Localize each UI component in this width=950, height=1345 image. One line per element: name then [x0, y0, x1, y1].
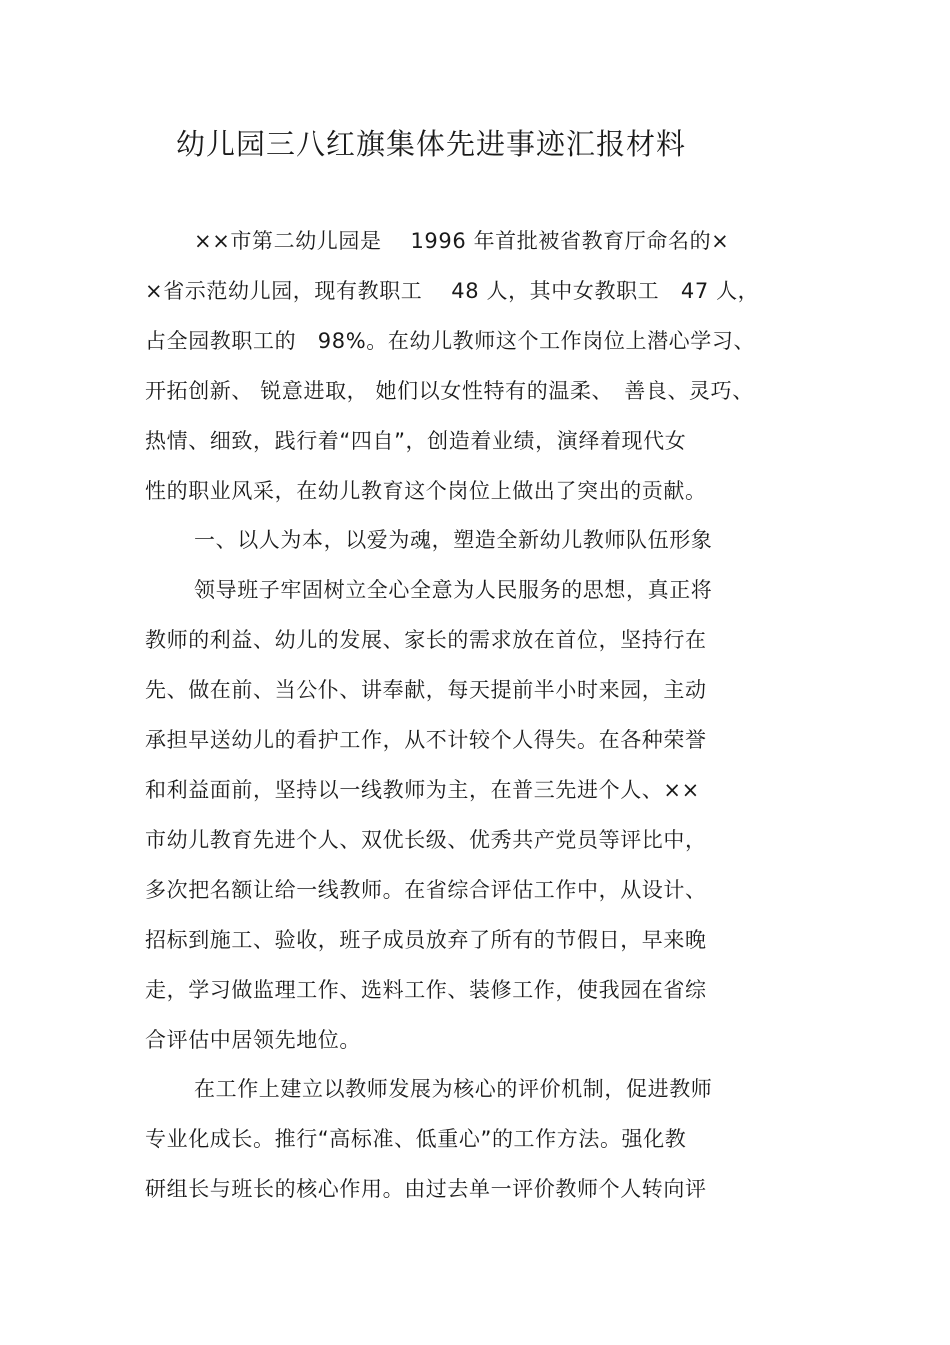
paragraph-line: 热情、细致，践行着“四自”，创造着业绩，演绎着现代女 [145, 429, 687, 453]
paragraph-line: 走，学习做监理工作、选料工作、装修工作，使我园在省综 [145, 978, 707, 1002]
paragraph-line: ××市第二幼儿园是 1996 年首批被省教育厅命名的× [194, 229, 730, 253]
document-title: 幼儿园三八红旗集体先进事迹汇报材料 [176, 127, 687, 161]
paragraph-line: 承担早送幼儿的看护工作，从不计较个人得失。在各种荣誉 [145, 728, 707, 752]
paragraph-line: 市幼儿教育先进个人、双优长级、优秀共产党员等评比中， [145, 828, 707, 852]
paragraph-line: 研组长与班长的核心作用。由过去单一评价教师个人转向评 [145, 1177, 707, 1201]
paragraph-line: 合评估中居领先地位。 [145, 1028, 361, 1052]
paragraph-line: ×省示范幼儿园，现有教职工 48 人，其中女教职工 47 人， [145, 279, 760, 303]
paragraph-line: 领导班子牢固树立全心全意为人民服务的思想，真正将 [194, 578, 713, 602]
paragraph-line: 占全园教职工的 98%。在幼儿教师这个工作岗位上潜心学习、 [145, 329, 756, 353]
paragraph-line: 多次把名额让给一线教师。在省综合评估工作中，从设计、 [145, 878, 707, 902]
paragraph-line: 在工作上建立以教师发展为核心的评价机制，促进教师 [194, 1077, 713, 1101]
paragraph-line: 先、做在前、当公仆、讲奉献，每天提前半小时来园，主动 [145, 678, 707, 702]
paragraph-line: 和利益面前，坚持以一线教师为主，在普三先进个人、×× [145, 778, 700, 802]
paragraph-line: 性的职业风采，在幼儿教育这个岗位上做出了突出的贡献。 [145, 479, 707, 503]
paragraph-line: 专业化成长。推行“高标准、低重心”的工作方法。强化教 [145, 1127, 687, 1151]
paragraph-line: 招标到施工、验收，班子成员放弃了所有的节假日，早来晚 [145, 928, 707, 952]
paragraph-line: 开拓创新、 锐意进取， 她们以女性特有的温柔、 善良、灵巧、 [145, 379, 754, 403]
section-heading: 一、以人为本，以爱为魂，塑造全新幼儿教师队伍形象 [194, 528, 713, 552]
paragraph-line: 教师的利益、幼儿的发展、家长的需求放在首位，坚持行在 [145, 628, 707, 652]
